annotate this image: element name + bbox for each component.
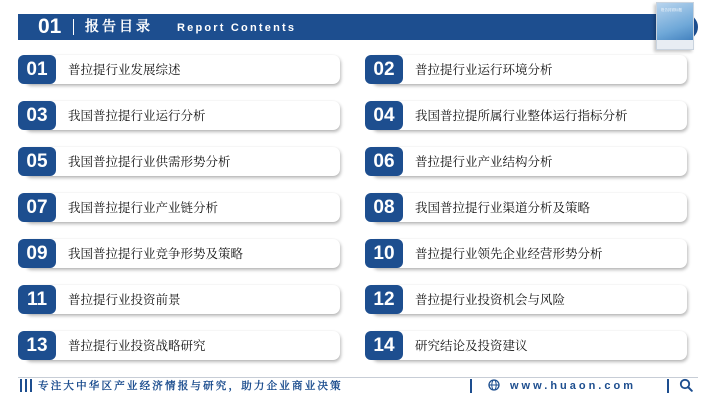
toc-item-07[interactable] <box>18 193 340 222</box>
toc-item-label: 普拉提行业投资前景 <box>68 292 181 307</box>
toc-item-05[interactable] <box>18 147 340 176</box>
toc-item-number: 02 <box>365 55 403 84</box>
header-divider <box>73 19 74 35</box>
toc-item-number: 10 <box>365 239 403 268</box>
toc-item-number: 07 <box>18 193 56 222</box>
search-icon[interactable] <box>679 378 693 392</box>
toc-item-number: 09 <box>18 239 56 268</box>
toc-item-label: 普拉提行业运行环境分析 <box>415 62 553 77</box>
footer-separator <box>470 379 472 393</box>
toc-item-label: 普拉提行业投资机会与风险 <box>415 292 566 307</box>
toc-item-label: 普拉提行业产业结构分析 <box>415 154 553 169</box>
report-cover-thumbnail <box>656 2 694 50</box>
toc-item-number: 06 <box>365 147 403 176</box>
toc-item-09[interactable] <box>18 239 340 268</box>
cover-title: 报告封面标题 <box>661 8 682 12</box>
toc-item-label: 我国普拉提行业渠道分析及策略 <box>415 200 591 215</box>
toc-item-01[interactable] <box>18 55 340 84</box>
toc-item-number: 03 <box>18 101 56 130</box>
toc-item-14[interactable] <box>365 331 687 360</box>
toc-item-08[interactable] <box>365 193 687 222</box>
page-subtitle: Report Contents <box>177 22 297 34</box>
toc-item-number: 05 <box>18 147 56 176</box>
toc-item-label: 我国普拉提行业供需形势分析 <box>68 154 231 169</box>
toc-item-number: 08 <box>365 193 403 222</box>
toc-item-number: 12 <box>365 285 403 314</box>
toc-item-11[interactable] <box>18 285 340 314</box>
toc-item-number: 11 <box>18 285 56 314</box>
toc-item-label: 研究结论及投资建议 <box>415 338 528 353</box>
toc-item-number: 13 <box>18 331 56 360</box>
toc-item-label: 普拉提行业领先企业经营形势分析 <box>415 246 603 261</box>
toc-item-13[interactable] <box>18 331 340 360</box>
toc-item-10[interactable] <box>365 239 687 268</box>
toc-item-number: 04 <box>365 101 403 130</box>
toc-item-label: 我国普拉提所属行业整体运行指标分析 <box>415 108 628 123</box>
globe-icon <box>488 379 500 391</box>
toc-item-label: 普拉提行业发展综述 <box>68 62 181 77</box>
toc-item-label: 普拉提行业投资战略研究 <box>68 338 206 353</box>
toc-item-06[interactable] <box>365 147 687 176</box>
cover-base <box>657 40 693 49</box>
toc-item-02[interactable] <box>365 55 687 84</box>
toc-item-label: 我国普拉提行业产业链分析 <box>68 200 219 215</box>
toc-item-04[interactable] <box>365 101 687 130</box>
toc-item-number: 14 <box>365 331 403 360</box>
footer-url[interactable]: www.huaon.com <box>510 380 636 392</box>
toc-item-03[interactable] <box>18 101 340 130</box>
toc-item-number: 01 <box>18 55 56 84</box>
toc-item-label: 我国普拉提行业竞争形势及策略 <box>68 246 244 261</box>
footer-separator <box>667 379 669 393</box>
toc-item-label: 我国普拉提行业运行分析 <box>68 108 206 123</box>
section-number: 01 <box>38 15 62 38</box>
toc-item-12[interactable] <box>365 285 687 314</box>
page-title: 报告目录 <box>85 19 153 35</box>
footer-slogan: 专注大中华区产业经济情报与研究，助力企业商业决策 <box>38 380 343 392</box>
